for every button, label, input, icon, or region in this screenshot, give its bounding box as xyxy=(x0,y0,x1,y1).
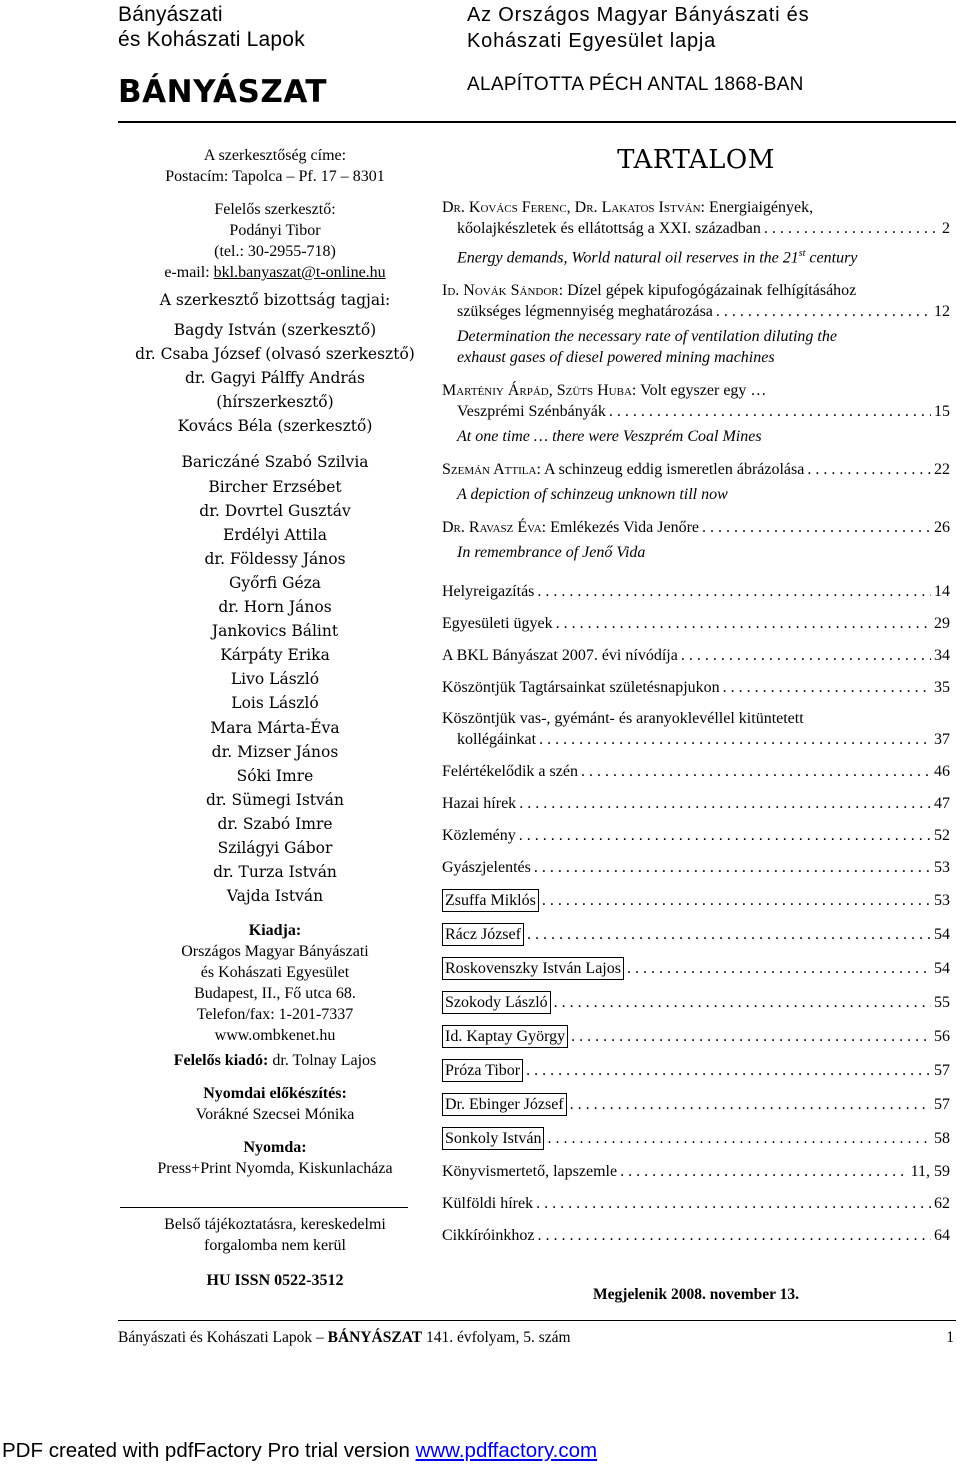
prepress-label: Nyomdai előkészítés: xyxy=(203,1085,347,1103)
email-label: e-mail: xyxy=(164,264,214,281)
board-label: A szerkesztő bizottság tagjai: xyxy=(159,291,391,309)
dot-leader xyxy=(570,1094,931,1115)
dot-leader xyxy=(620,1161,908,1182)
responsible-publisher xyxy=(112,1050,438,1071)
toc-item[interactable] xyxy=(442,581,950,602)
distribution-note-line1: Belső tájékoztatásra, kereskedelmi xyxy=(164,1216,386,1234)
board-member: Vajda István xyxy=(226,887,324,906)
board-editors-list xyxy=(112,318,438,438)
release-date: Megjelenik 2008. november 13. xyxy=(593,1286,799,1304)
toc-item-page: 55 xyxy=(934,994,950,1012)
toc-item[interactable] xyxy=(442,677,950,698)
toc-item-title: Gyászjelentés xyxy=(442,859,531,877)
toc-item[interactable] xyxy=(442,1093,950,1116)
board-editor: dr. Csaba József (olvasó szerkesztő) xyxy=(135,345,415,364)
organization-line1: Az Országos Magyar Bányászati és xyxy=(467,4,810,26)
article-page: 26 xyxy=(934,519,950,537)
toc-item-title: Dr. Ebinger József xyxy=(442,1093,567,1116)
toc-item-page: 37 xyxy=(934,731,950,749)
article-page: 22 xyxy=(934,461,950,479)
board-editor: Kovács Béla (szerkesztő) xyxy=(177,417,373,436)
toc-item-page: 57 xyxy=(934,1096,950,1114)
toc-item-title: A BKL Bányászat 2007. évi nívódíja xyxy=(442,647,678,665)
publisher-line: Országos Magyar Bányászati xyxy=(181,943,369,961)
page-footer xyxy=(118,1329,956,1347)
toc-item-title: Közlemény xyxy=(442,827,516,845)
toc-item-page: 53 xyxy=(934,859,950,877)
article-page: 2 xyxy=(942,220,950,237)
board-member: dr. Turza István xyxy=(213,863,337,882)
editor-name: Podányi Tibor xyxy=(229,222,321,239)
toc-item-title: Cikkíróinkhoz xyxy=(442,1227,535,1245)
toc-item-page: 64 xyxy=(934,1227,950,1245)
board-member: dr. Dovrtel Gusztáv xyxy=(199,501,351,520)
toc-item-page: 34 xyxy=(934,647,950,665)
dot-leader xyxy=(526,1060,931,1081)
article-authors: Marténiy Árpád, Szüts Huba: xyxy=(442,382,637,400)
article-title-line1: A schinzeug eddig ismeretlen ábrázolása xyxy=(540,461,805,479)
dot-leader xyxy=(547,1128,931,1149)
pdf-credit-text: PDF created with pdfFactory Pro trial version xyxy=(2,1439,416,1462)
article-english-title-line1: Determination the necessary rate of ventilation diluting the xyxy=(457,328,837,346)
article-page: 15 xyxy=(934,403,950,421)
publisher-line: Telefon/fax: 1-201-7337 xyxy=(196,1006,354,1024)
board-member: dr. Szabó Imre xyxy=(217,814,333,833)
board-editor: dr. Gagyi Pálffy András xyxy=(185,369,365,388)
toc-items-list-2 xyxy=(442,761,950,1246)
article-title-line2: kőolajkészletek és ellátottság a XXI. században xyxy=(457,220,761,237)
toc-item[interactable] xyxy=(442,1161,950,1182)
prepress-name: Vorákné Szecsei Mónika xyxy=(195,1106,355,1124)
toc-item-title: Id. Kaptay György xyxy=(442,1025,568,1048)
toc-item-page: 29 xyxy=(934,615,950,633)
toc-item-title: Külföldi hírek xyxy=(442,1195,534,1213)
toc-item[interactable] xyxy=(442,825,950,846)
toc-item[interactable] xyxy=(442,793,950,814)
footer-brand: BÁNYÁSZAT xyxy=(327,1329,423,1346)
article-title-line1: Emlékezés Vida Jenőre xyxy=(546,519,699,537)
dot-leader xyxy=(609,401,931,422)
dot-leader xyxy=(527,924,931,945)
dot-leader xyxy=(556,613,931,634)
dot-leader xyxy=(536,1193,931,1214)
board-member: Lois László xyxy=(231,694,319,713)
publisher-label: Kiadja: xyxy=(248,922,302,940)
board-member: dr. Földessy János xyxy=(204,549,346,568)
board-member: Szilágyi Gábor xyxy=(217,838,333,857)
article-title-line2: szükséges légmennyiség meghatározása xyxy=(457,303,713,321)
board-member: dr. Mizser János xyxy=(211,742,339,761)
board-member: Kárpáty Erika xyxy=(220,646,330,665)
pdf-credit xyxy=(2,1439,597,1463)
dot-leader xyxy=(542,890,931,911)
responsible-publisher-name: dr. Tolnay Lajos xyxy=(268,1052,377,1070)
toc-item-page: 11, 59 xyxy=(910,1163,950,1181)
footer-divider xyxy=(118,1320,956,1321)
article-authors: Id. Novák Sándor: xyxy=(442,282,564,300)
dot-leader xyxy=(537,581,931,602)
toc-item-title: Próza Tibor xyxy=(442,1059,523,1082)
journal-brand: BÁNYÁSZAT xyxy=(118,74,328,110)
board-member: Jankovics Bálint xyxy=(211,622,339,641)
page-number: 1 xyxy=(946,1329,954,1346)
organization-line2: Kohászati Egyesület lapja xyxy=(467,30,717,52)
dot-leader xyxy=(702,517,931,538)
toc-article[interactable] xyxy=(442,459,950,505)
publication-name-line2: és Kohászati Lapok xyxy=(118,28,305,51)
email-line xyxy=(112,262,438,283)
toc-column xyxy=(442,145,950,1304)
article-page: 12 xyxy=(934,303,950,321)
dot-leader xyxy=(537,1225,931,1246)
board-member: Livo László xyxy=(230,670,320,689)
pdffactory-link[interactable]: www.pdffactory.com xyxy=(415,1439,598,1462)
toc-item-title-line1: Köszöntjük vas-, gyémánt- és aranyoklevéllel kitüntetett xyxy=(442,710,804,728)
masthead-left xyxy=(118,2,448,110)
article-title-line2: Veszprémi Szénbányák xyxy=(457,403,606,421)
toc-item-page: 47 xyxy=(934,795,950,813)
dot-leader xyxy=(554,992,931,1013)
toc-item-page: 58 xyxy=(934,1130,950,1148)
toc-item[interactable] xyxy=(442,1193,950,1214)
toc-item[interactable] xyxy=(442,645,950,666)
footer-journal: Bányászati és Kohászati Lapok – xyxy=(118,1329,328,1346)
board-member: dr. Sümegi István xyxy=(205,790,345,809)
toc-item[interactable] xyxy=(442,923,950,946)
toc-item[interactable] xyxy=(442,613,950,634)
masthead-right xyxy=(467,2,937,96)
dot-leader xyxy=(807,459,931,480)
publisher-line: Budapest, II., Fő utca 68. xyxy=(194,985,356,1003)
board-member: Győrfi Géza xyxy=(228,573,322,592)
toc-item-page: 35 xyxy=(934,679,950,697)
board-member: dr. Horn János xyxy=(218,598,332,617)
toc-item-page: 14 xyxy=(934,583,950,601)
header-divider xyxy=(118,121,956,123)
toc-item[interactable] xyxy=(442,1025,950,1048)
toc-item-page: 57 xyxy=(934,1062,950,1080)
toc-item[interactable] xyxy=(442,857,950,878)
dot-leader xyxy=(581,761,931,782)
toc-item-page: 62 xyxy=(934,1195,950,1213)
toc-item-title: Köszöntjük Tagtársainkat születésnapjukon xyxy=(442,679,720,697)
article-title-line1: Energiaigények, xyxy=(705,199,814,216)
toc-article[interactable] xyxy=(442,380,950,447)
board-member: Erdélyi Attila xyxy=(223,525,327,544)
toc-item[interactable] xyxy=(442,1059,950,1082)
toc-item-title: Hazai hírek xyxy=(442,795,517,813)
article-english-title: Energy demands, World natural oil reserves in the 21st century xyxy=(457,248,858,267)
article-title-line1: Volt egyszer egy … xyxy=(636,382,767,400)
editor-label: Felelős szerkesztő: xyxy=(214,201,336,218)
toc-item-page: 56 xyxy=(934,1028,950,1046)
board-member: Mara Márta-Éva xyxy=(210,718,340,737)
toc-items-list xyxy=(442,581,950,698)
dot-leader xyxy=(539,729,931,750)
toc-item[interactable] xyxy=(442,1127,950,1150)
toc-item-title: Sonkoly István xyxy=(442,1127,544,1150)
board-member: Bariczáné Szabó Szilvia xyxy=(181,453,369,472)
toc-item-page: 54 xyxy=(934,960,950,978)
toc-item-title: Könyvismertető, lapszemle xyxy=(442,1163,618,1181)
dot-leader xyxy=(723,677,931,698)
article-title-line1: Dízel gépek kipufogógázainak felhígításához xyxy=(563,282,857,300)
board-editor: (hírszerkesztő) xyxy=(216,393,334,412)
toc-item-title: Szokody László xyxy=(442,991,551,1014)
founded-line: ALAPÍTOTTA PÉCH ANTAL 1868-BAN xyxy=(467,74,804,95)
dot-leader xyxy=(534,857,931,878)
board-editor: Bagdy István (szerkesztő) xyxy=(173,321,377,339)
board-member: Bircher Erzsébet xyxy=(208,477,342,496)
toc-item[interactable] xyxy=(442,1225,950,1246)
toc-item-title: Rácz József xyxy=(442,923,524,946)
responsible-publisher-label: Felelős kiadó: xyxy=(173,1052,269,1070)
toc-item-title: Egyesületi ügyek xyxy=(442,615,553,633)
toc-item[interactable] xyxy=(442,761,950,782)
toc-item-page: 53 xyxy=(934,892,950,910)
dot-leader xyxy=(571,1026,931,1047)
toc-item-title: Roskovenszky István Lajos xyxy=(442,957,624,980)
toc-item-title: Felértékelődik a szén xyxy=(442,763,578,781)
toc-article[interactable] xyxy=(442,517,950,563)
postal-address: Postacím: Tapolca – Pf. 17 – 8301 xyxy=(165,168,385,185)
toc-item[interactable] xyxy=(442,991,950,1014)
toc-item[interactable] xyxy=(442,957,950,980)
toc-article[interactable] xyxy=(442,197,950,268)
publication-name-line1: Bányászati xyxy=(118,3,223,26)
publisher-line: www.ombkenet.hu xyxy=(214,1027,336,1045)
board-members-list xyxy=(112,450,438,908)
printer-label: Nyomda: xyxy=(243,1139,307,1157)
toc-item-page: 54 xyxy=(934,926,950,944)
printer-name: Press+Print Nyomda, Kiskunlacháza xyxy=(157,1160,393,1178)
toc-item[interactable] xyxy=(442,708,950,750)
dot-leader xyxy=(627,958,931,979)
toc-item-title: Helyreigazítás xyxy=(442,583,535,601)
issn: HU ISSN 0522-3512 xyxy=(206,1272,344,1290)
address-label: A szerkesztőség címe: xyxy=(203,147,347,164)
distribution-note-line2: forgalomba nem kerül xyxy=(204,1237,346,1255)
editorial-column xyxy=(112,145,438,1291)
dot-leader xyxy=(519,793,931,814)
dot-leader xyxy=(681,645,931,666)
article-english-title: In remembrance of Jenő Vida xyxy=(457,544,646,562)
toc-item[interactable] xyxy=(442,889,950,912)
toc-item-title-line2: kollégáinkat xyxy=(457,731,537,749)
footer-issue: 141. évfolyam, 5. szám xyxy=(422,1329,571,1346)
article-english-title: At one time … there were Veszprém Coal Mines xyxy=(457,428,762,446)
dot-leader xyxy=(716,301,931,322)
left-divider xyxy=(120,1207,408,1208)
toc-article[interactable] xyxy=(442,280,950,368)
dot-leader xyxy=(519,825,931,846)
article-authors: Dr. Kovács Ferenc, Dr. Lakatos István: xyxy=(442,199,705,216)
toc-item-page: 52 xyxy=(934,827,950,845)
toc-title: TARTALOM xyxy=(617,145,775,175)
dot-leader xyxy=(764,218,939,239)
article-english-title: A depiction of schinzeug unknown till now xyxy=(457,486,728,504)
toc-item-page: 46 xyxy=(934,763,950,781)
editor-phone: (tel.: 30-2955-718) xyxy=(214,243,336,260)
publisher-line: és Kohászati Egyesület xyxy=(200,964,350,982)
board-member: Sóki Imre xyxy=(236,766,314,785)
publisher-lines xyxy=(112,941,438,1046)
article-authors: Szemán Attila: xyxy=(442,461,541,479)
toc-item-title: Zsuffa Miklós xyxy=(442,889,539,912)
article-authors: Dr. Ravasz Éva: xyxy=(442,519,547,537)
email-link[interactable]: bkl.banyaszat@t-online.hu xyxy=(213,264,386,281)
article-english-title-line2: exhaust gases of diesel powered mining machines xyxy=(457,349,775,367)
